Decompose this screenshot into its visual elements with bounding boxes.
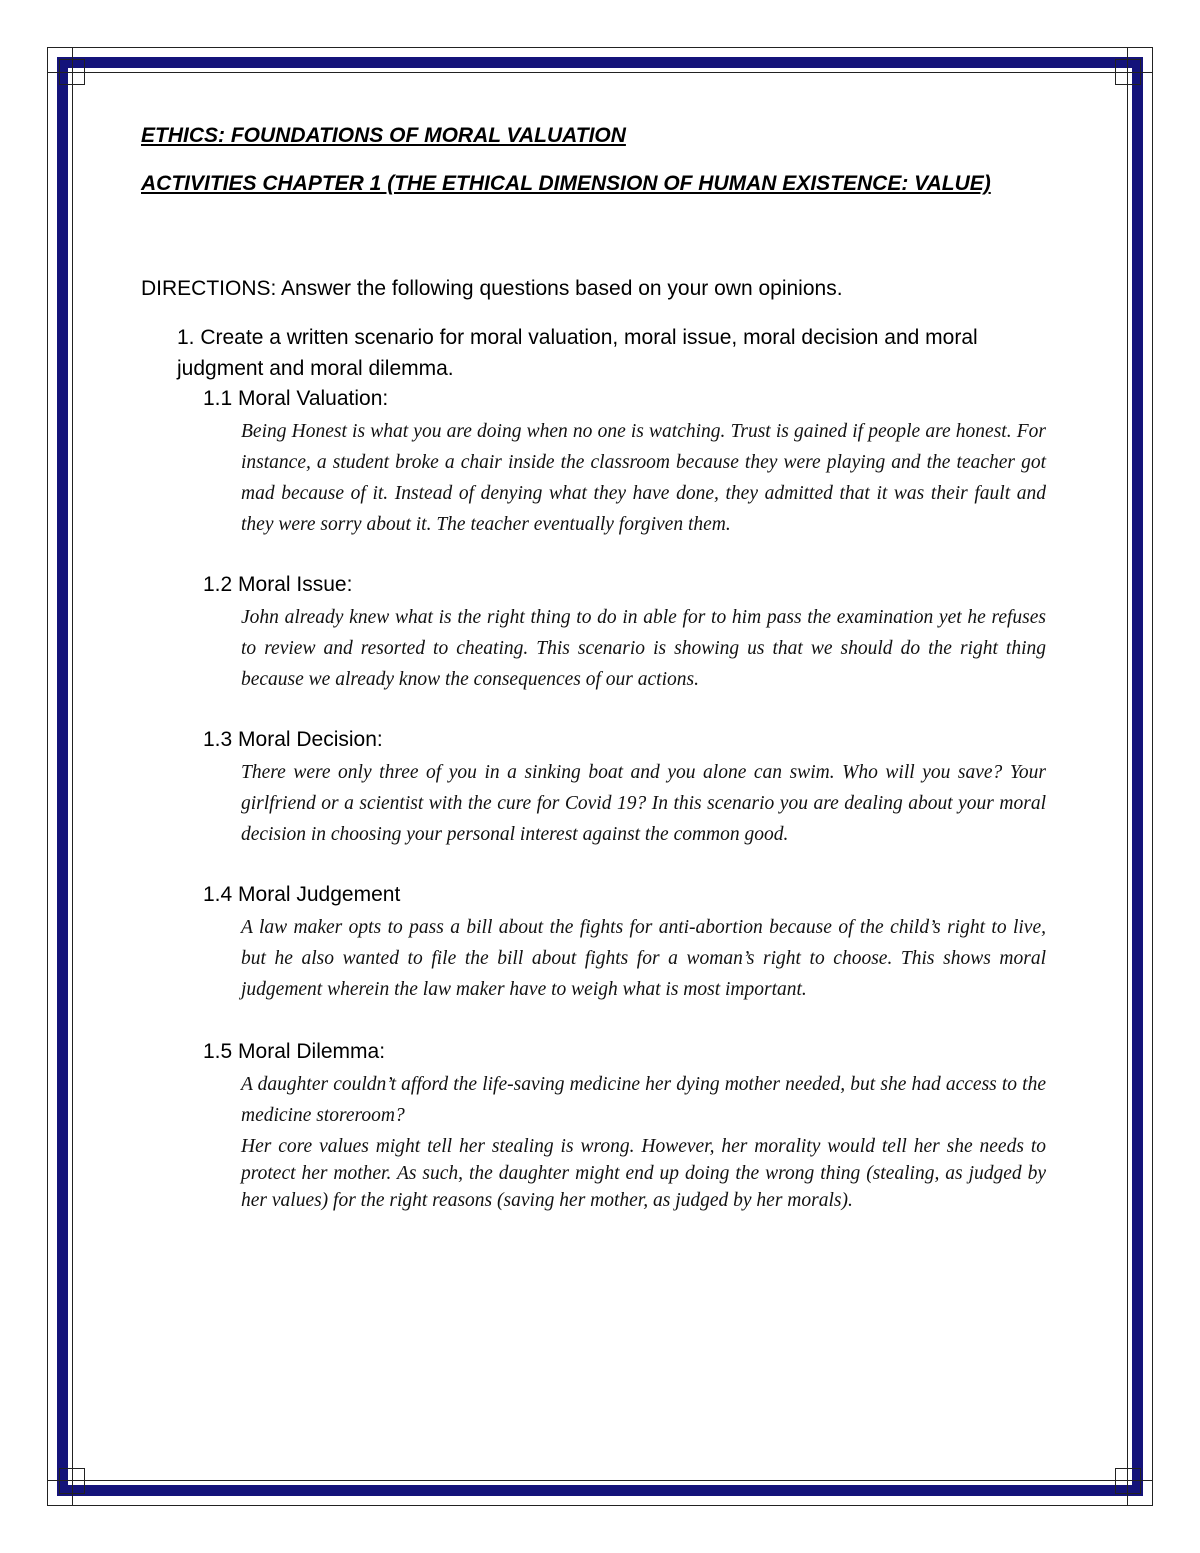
- section-moral-judgement: [203, 880, 1071, 1005]
- border-corner-top-left: [47, 47, 85, 85]
- section-moral-decision: [203, 725, 1071, 850]
- section-heading: 1.4 Moral Judgement: [203, 883, 401, 906]
- directions-text: DIRECTIONS: Answer the following questions based on your own opinions.: [141, 277, 843, 300]
- section-moral-dilemma: [203, 1037, 1071, 1214]
- section-answer: John already knew what is the right thing to do in able for to him pass the examination yet he refuses to review and resorted to cheating. This scenario is showing us that we should do the right thing because we already know the consequences of our actions.: [241, 607, 1046, 690]
- section-moral-issue: [203, 570, 1071, 695]
- document-title: ETHICS: FOUNDATIONS OF MORAL VALUATION: [141, 124, 626, 147]
- question-1: 1. Create a written scenario for moral valuation, moral issue, moral decision and moral judgment and moral dilemma.: [177, 326, 978, 380]
- section-answer-continued: Her core values might tell her stealing is wrong. However, her morality would tell her she needs to protect her mother. As such, the daughter might end up doing the wrong thing (stealing, as judged by her values) for the right reasons (saving her mother, as judged by her morals).: [241, 1136, 1046, 1211]
- section-answer: There were only three of you in a sinking boat and you alone can swim. Who will you save? Your girlfriend or a scientist with the cure for Covid 19? In this scenario you are dealing about your moral decision in choosing your personal interest against the common good.: [241, 762, 1046, 845]
- section-answer: A daughter couldn’t afford the life-saving medicine her dying mother needed, but she had access to the medicine storeroom?: [241, 1074, 1046, 1126]
- section-answer: Being Honest is what you are doing when no one is watching. Trust is gained if people are honest. For instance, a student broke a chair inside the classroom because they were playing and the teacher got mad because of it. Instead of denying what they have done, they admitted that it was their fault and they were sorry about it. The teacher eventually forgiven them.: [241, 421, 1046, 535]
- document-body: [141, 120, 1071, 1214]
- section-answer: A law maker opts to pass a bill about the fights for anti-abortion because of the child’s right to live, but he also wanted to file the bill about fights for a woman’s right to choose. This shows moral judgement wherein the law maker have to weigh what is most important.: [241, 917, 1046, 1000]
- section-heading: 1.5 Moral Dilemma:: [203, 1040, 386, 1063]
- border-corner-bottom-left: [47, 1468, 85, 1506]
- section-heading: 1.2 Moral Issue:: [203, 573, 353, 596]
- border-corner-bottom-right: [1115, 1468, 1153, 1506]
- section-moral-valuation: [203, 384, 1071, 540]
- activities-title: ACTIVITIES CHAPTER 1 (THE ETHICAL DIMENSION OF HUMAN EXISTENCE: VALUE): [141, 172, 991, 195]
- border-corner-top-right: [1115, 47, 1153, 85]
- section-heading: 1.3 Moral Decision:: [203, 728, 383, 751]
- section-heading: 1.1 Moral Valuation:: [203, 387, 389, 410]
